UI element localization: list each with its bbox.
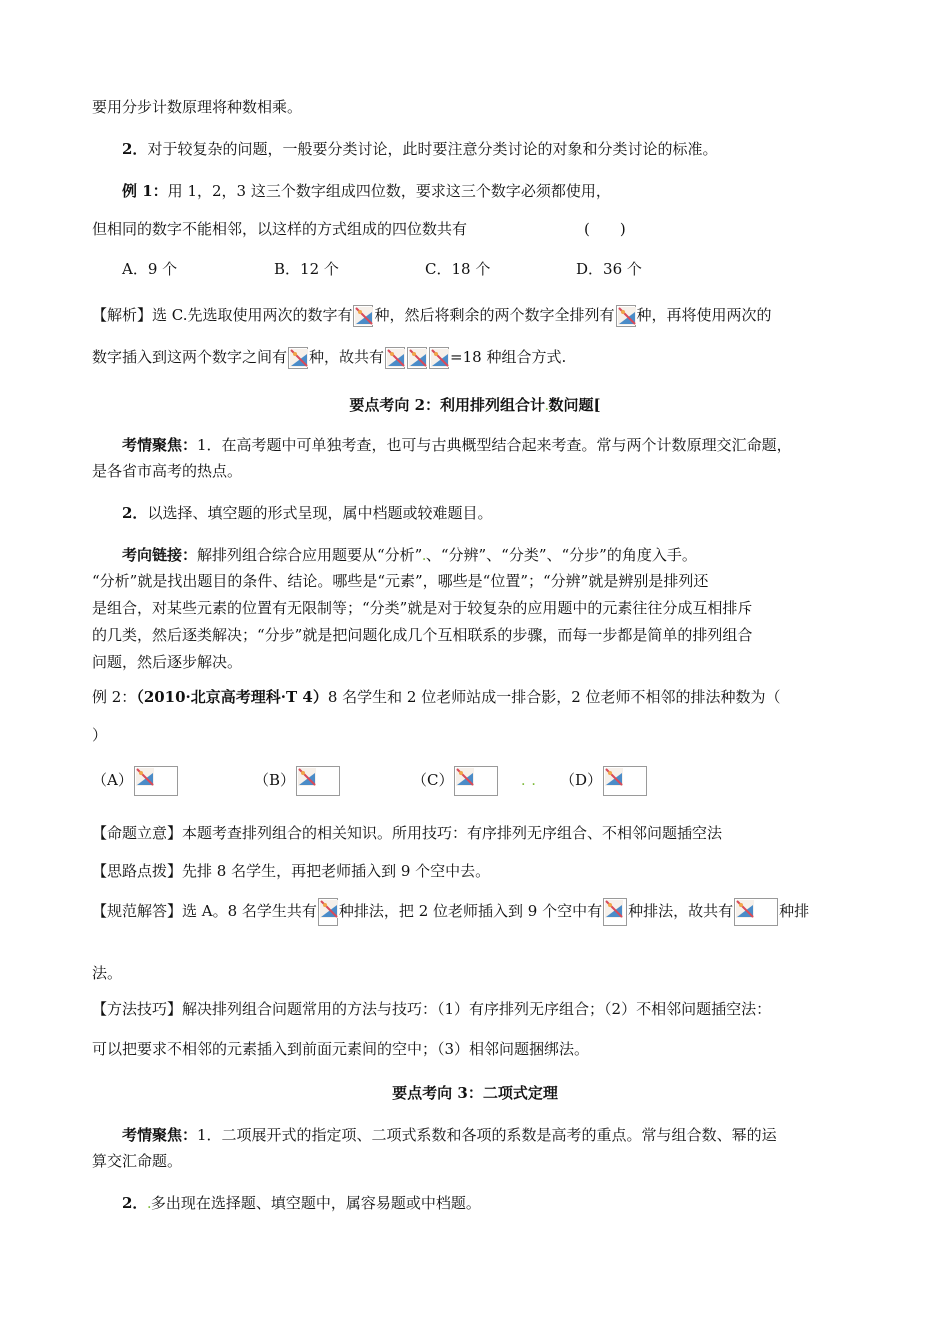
heading-text: 数问题[ (548, 396, 601, 414)
method-line: 【方法技巧】解决排列组合问题常用的方法与技巧：（1）有序排列无序组合；（2）不相邻问题插空法： (92, 1000, 772, 1018)
answer-line (92, 898, 809, 926)
example-1-cont (92, 218, 467, 240)
option-label: （B） (254, 771, 296, 789)
option-label: （A） (92, 771, 133, 789)
solution-text: 种，然后将剩余的两个数字全排列有 (374, 306, 615, 324)
focus-3-para (122, 1124, 777, 1146)
focus-3-point-2 (122, 1192, 481, 1217)
answer-text: 种排 (779, 902, 810, 920)
option-c (412, 766, 535, 796)
formula-image-icon (134, 766, 178, 796)
focus-point-2 (122, 502, 492, 524)
link-text-line: “分析”就是找出题目的条件、结论。哪些是“元素”，哪些是“位置”；“分辨”就是辨别是排列还 (92, 572, 709, 590)
text-line: 要用分步计数原理将种数相乘。 (92, 98, 303, 116)
link-para (122, 544, 697, 569)
focus-label: 考情聚焦： (122, 436, 198, 454)
link-text-line: 问题，然后逐步解决。 (92, 653, 243, 671)
answer-text: 种排法，把 2 位老师插入到 9 个空中有 (338, 902, 603, 920)
example-text: 8 名学生和 2 位老师站成一排合影，2 位老师不相邻的排法种数为（ (327, 688, 781, 706)
point-text: 以选择、填空题的形式呈现，属中档题或较难题目。 (147, 504, 493, 522)
option-label: （D） (560, 771, 603, 789)
example-1 (122, 180, 611, 202)
link-label: 考向链接： (122, 546, 198, 564)
decorative-dots: . . (521, 777, 536, 788)
formula-image-icon (616, 305, 636, 327)
option-b (254, 766, 341, 796)
formula-image-icon (603, 898, 627, 926)
section-heading-3: 要点考向 3：二项式定理 (392, 1084, 558, 1102)
example-2-close: ） (92, 726, 108, 744)
intent-line: 【命题立意】本题考查排列组合的相关知识。所用技巧：有序排列无序组合、不相邻问题插空法 (92, 824, 723, 842)
answer-paren: ( ) (584, 220, 626, 238)
answer-line-cont: 法。 (92, 964, 123, 982)
solution-1-line2 (92, 346, 566, 369)
method-line: 可以把要求不相邻的元素插入到前面元素间的空中；（3）相邻问题捆绑法。 (92, 1040, 590, 1058)
formula-image-icon (296, 766, 340, 796)
decorative-dot: . (422, 552, 426, 563)
option-a: A．9 个 (122, 260, 178, 278)
point-text: 多出现在选择题、填空题中，属容易题或中档题。 (150, 1194, 481, 1212)
option-b: B．12 个 (274, 260, 339, 278)
example-2 (92, 686, 781, 708)
focus-para (122, 434, 792, 456)
point-2 (122, 138, 717, 160)
link-text: 、“分辨”、“分类”、“分步”的角度入手。 (425, 546, 697, 564)
heading-text: 要点考向 2：利用排列组合计 (349, 396, 546, 414)
option-a (92, 766, 179, 796)
solution-text: =18 种组合方式. (450, 348, 567, 366)
solution-text: 【解析】选 C.先选取使用两次的数字有 (92, 306, 353, 324)
link-text-line: 是组合，对某些元素的位置有无限制等；“分类”就是对于较复杂的应用题中的元素往往分成互相排斥 (92, 599, 753, 617)
option-c: C．18 个 (425, 260, 491, 278)
link-text: 解排列组合综合应用题要从“分析” (197, 546, 423, 564)
example-label: 例 2： (92, 688, 137, 706)
example-source: （2010·北京高考理科·T 4） (136, 688, 328, 706)
formula-image-icon (603, 766, 647, 796)
focus-text: 1．在高考题中可单独考查，也可与古典概型结合起来考查。常与两个计数原理交汇命题， (197, 436, 792, 454)
answer-text: 【规范解答】选 A。8 名学生共有 (92, 902, 317, 920)
solution-text: 种，故共有 (309, 348, 385, 366)
option-label: （C） (412, 771, 454, 789)
formula-image-icon (429, 347, 449, 369)
example-text: 用 1，2，3 这三个数字组成四位数，要求这三个数字必须都使用， (167, 182, 611, 200)
section-heading-2 (0, 394, 950, 419)
hint-line: 【思路点拨】先排 8 名学生，再把老师插入到 9 个空中去。 (92, 862, 491, 880)
option-d (560, 766, 648, 796)
option-d: D．36 个 (576, 260, 642, 278)
point-text: 对于较复杂的问题，一般要分类讨论，此时要注意分类讨论的对象和分类讨论的标准。 (147, 140, 718, 158)
formula-image-icon (454, 766, 498, 796)
formula-image-icon (318, 898, 338, 926)
solution-1-line1 (92, 304, 772, 327)
solution-text: 数字插入到这两个数字之间有 (92, 348, 288, 366)
link-text-line: 的几类，然后逐类解决；“分步”就是把问题化成几个互相联系的步骤，而每一步都是简单的排列组合 (92, 626, 753, 644)
formula-image-icon (734, 898, 778, 926)
example-text: 但相同的数字不能相邻，以这样的方式组成的四位数共有 (92, 220, 468, 238)
point-number: 2． (122, 140, 148, 158)
formula-image-icon (353, 305, 373, 327)
focus-para-cont: 是各省市高考的热点。 (92, 462, 243, 480)
focus-3-cont: 算交汇命题。 (92, 1152, 183, 1170)
formula-image-icon (407, 347, 427, 369)
focus-label: 考情聚焦： (122, 1126, 198, 1144)
decorative-dot: . (147, 1200, 151, 1211)
focus-text: 1．二项展开式的指定项、二项式系数和各项的系数是高考的重点。常与组合数、幂的运 (197, 1126, 777, 1144)
point-number: 2． (122, 504, 148, 522)
example-label: 例 1： (122, 182, 168, 200)
point-number: 2． (122, 1194, 148, 1212)
formula-image-icon (288, 347, 308, 369)
formula-image-icon (385, 347, 405, 369)
decorative-dot: . (545, 402, 549, 413)
answer-text: 种排法，故共有 (628, 902, 734, 920)
solution-text: 种，再将使用两次的 (636, 306, 772, 324)
